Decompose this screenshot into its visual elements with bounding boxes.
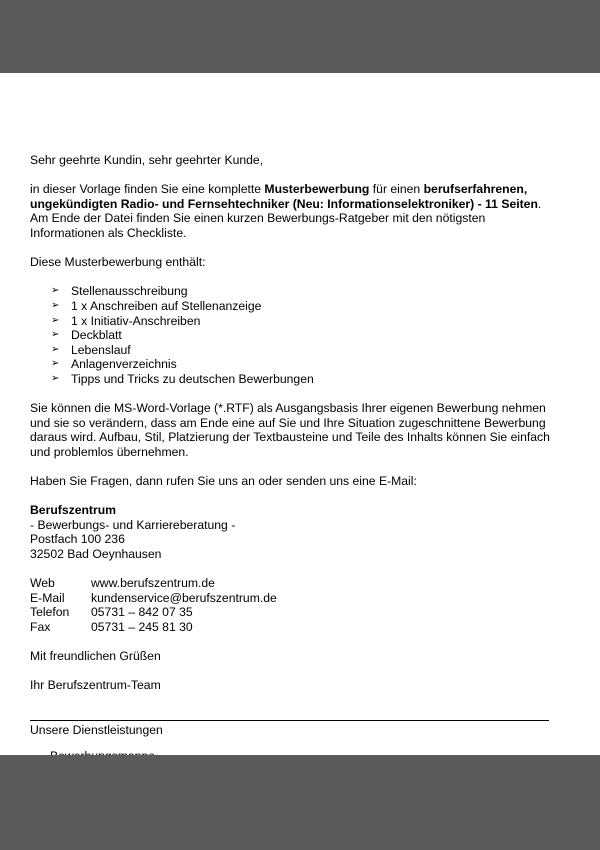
- contact-label: Web: [30, 576, 55, 591]
- list-item-text: Lebenslauf: [71, 342, 131, 357]
- org-name-text: Berufszentrum: [30, 503, 117, 518]
- contact-label: E-Mail: [30, 590, 65, 605]
- list-item: [51, 299, 555, 314]
- list-item-text: Stellenausschreibung: [71, 284, 188, 299]
- list-item: [51, 284, 555, 299]
- questions-paragraph: Haben Sie Fragen, dann rufen Sie uns an oder senden uns eine E-Mail:: [30, 474, 417, 489]
- viewer-bottom-background: [0, 755, 600, 850]
- viewer-top-background: [0, 0, 600, 73]
- org-po-box: Postfach 100 236: [30, 532, 125, 547]
- contents-list: [51, 284, 555, 386]
- list-item-text: 1 x Initiativ-Anschreiben: [71, 313, 201, 328]
- fax-value: 05731 – 245 81 30: [91, 620, 193, 634]
- list-item: [51, 328, 555, 343]
- list-item: [51, 343, 555, 358]
- intro-text-1: in dieser Vorlage finden Sie eine komplette: [30, 182, 265, 197]
- list-item-text: 1 x Anschreiben auf Stellenanzeige: [71, 298, 262, 313]
- phone-value: 05731 – 842 07 35: [91, 605, 193, 620]
- signature: Ihr Berufszentrum-Team: [30, 678, 161, 693]
- list-item: [51, 314, 555, 329]
- email-link[interactable]: kundenservice@berufszentrum.de: [91, 590, 277, 605]
- list-item: [51, 357, 555, 372]
- arrowhead-bullet-icon: ➢: [51, 358, 60, 370]
- contact-row-phone: [30, 605, 555, 620]
- services-heading: Unsere Dienstleistungen: [30, 723, 163, 737]
- intro-text-2: für einen: [369, 182, 424, 197]
- contact-label: Fax: [30, 620, 51, 634]
- arrowhead-bullet-icon: ➢: [51, 314, 60, 326]
- arrowhead-bullet-icon: ➢: [51, 329, 60, 341]
- org-name: [30, 503, 555, 518]
- contact-row-web: [30, 576, 555, 591]
- list-item-text: Anlagenverzeichnis: [71, 357, 177, 372]
- org-city: 32502 Bad Oeynhausen: [30, 547, 162, 562]
- arrowhead-bullet-icon: ➢: [51, 343, 60, 355]
- document-page: [0, 73, 600, 755]
- contains-heading: Diese Musterbewerbung enthält:: [30, 255, 206, 270]
- contact-label: Telefon: [30, 605, 70, 620]
- contact-row-email: [30, 591, 555, 606]
- list-item-text: Deckblatt: [71, 328, 122, 343]
- salutation: Sehr geehrte Kundin, sehr geehrter Kunde,: [30, 153, 264, 167]
- org-tagline: - Bewerbungs- und Karriereberatung -: [30, 517, 236, 532]
- usage-paragraph: Sie können die MS-Word-Vorlage (*.RTF) als Ausgangsbasis Ihrer eigenen Bewerbung nehmen und sie so verändern, dass am Ende eine auf Sie und Ihre Situation zugeschnittene Bewerbung daraus wird. Aufbau, Stil, Platzierung der Textbausteine und Teile des Inhalts können Sie einfach und problemlos übernehmen.: [30, 401, 550, 459]
- list-item: [51, 372, 555, 387]
- intro-bold-2: berufserfahrenen, ungekündigten Radio- und Fernsehtechniker (Neu: Informationselektroniker) - 11 Seiten: [30, 182, 538, 211]
- web-link[interactable]: www.berufszentrum.de: [91, 576, 215, 591]
- list-item-text: Tipps und Tricks zu deutschen Bewerbungen: [71, 371, 314, 386]
- intro-bold-1: Musterbewerbung: [264, 182, 370, 197]
- intro-paragraph: [30, 182, 555, 240]
- section-divider: [30, 720, 549, 721]
- arrowhead-bullet-icon: ➢: [51, 372, 60, 384]
- contact-row-fax: [30, 620, 555, 635]
- letter-body: [30, 153, 555, 693]
- closing: Mit freundlichen Grüßen: [30, 649, 161, 664]
- arrowhead-bullet-icon: ➢: [51, 285, 60, 297]
- intro-text-3: . Am Ende der Datei finden Sie einen kurzen Bewerbungs-Ratgeber mit den nötigsten Informationen als Checkliste.: [30, 196, 542, 240]
- arrowhead-bullet-icon: ➢: [51, 299, 60, 311]
